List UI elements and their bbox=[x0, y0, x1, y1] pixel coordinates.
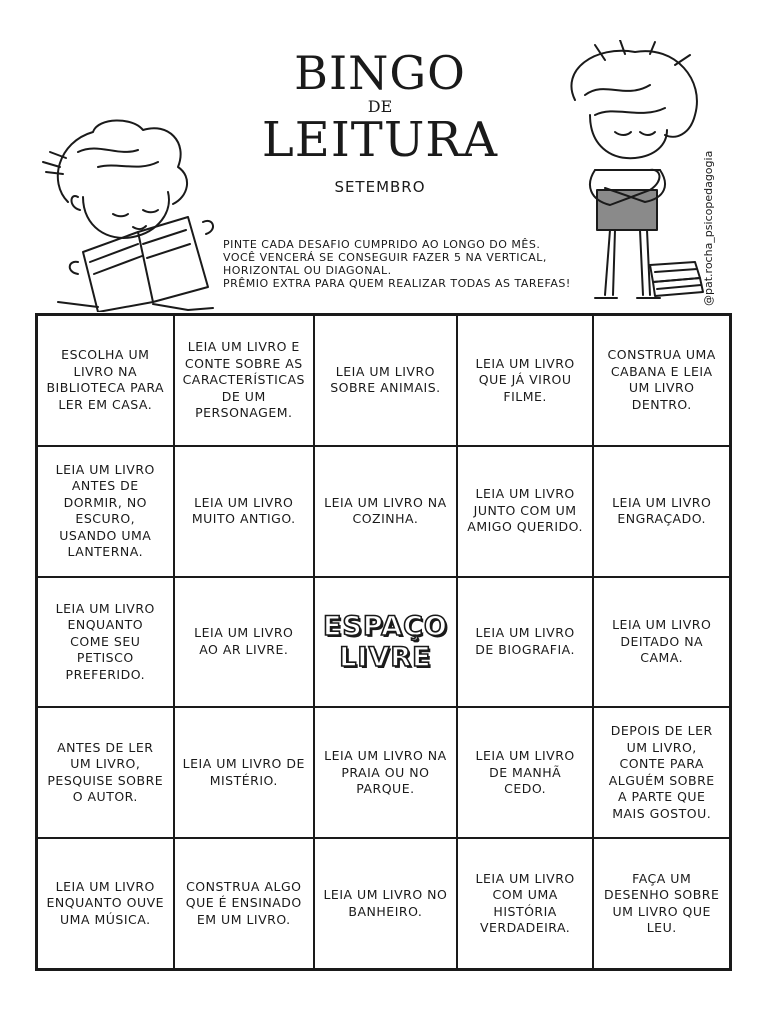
free-space-badge bbox=[323, 611, 448, 673]
bingo-cell[interactable]: LEIA UM LIVRO ENQUANTO COME SEU PETISCO PREFERIDO. bbox=[37, 577, 174, 708]
bingo-grid bbox=[35, 313, 732, 971]
bingo-cell[interactable]: LEIA UM LIVRO DE MANHÃ CEDO. bbox=[457, 707, 594, 838]
instruction-line: PRÊMIO EXTRA PARA QUEM REALIZAR TODAS AS TAREFAS! bbox=[223, 277, 571, 290]
title-leitura: LEITURA bbox=[261, 112, 499, 168]
bingo-cell[interactable]: LEIA UM LIVRO ANTES DE DORMIR, NO ESCURO, USANDO UMA LANTERNA. bbox=[37, 446, 174, 577]
bingo-cell[interactable]: DEPOIS DE LER UM LIVRO, CONTE PARA ALGUÉM SOBRE A PARTE QUE MAIS GOSTOU. bbox=[593, 707, 730, 838]
bingo-cell[interactable]: LEIA UM LIVRO ENGRAÇADO. bbox=[593, 446, 730, 577]
bingo-cell[interactable]: LEIA UM LIVRO MUITO ANTIGO. bbox=[174, 446, 314, 577]
bingo-cell[interactable]: ESCOLHA UM LIVRO NA BIBLIOTECA PARA LER EM CASA. bbox=[37, 315, 174, 446]
instruction-line: VOCÊ VENCERÁ SE CONSEGUIR FAZER 5 NA VERTICAL, bbox=[223, 251, 547, 264]
bingo-cell[interactable]: LEIA UM LIVRO DEITADO NA CAMA. bbox=[593, 577, 730, 708]
child-reading-illustration bbox=[38, 112, 223, 312]
credit-handle: @pat.rocha_psicopedagogia bbox=[702, 150, 715, 306]
bingo-cell[interactable]: LEIA UM LIVRO E CONTE SOBRE AS CARACTERÍSTICAS DE UM PERSONAGEM. bbox=[174, 315, 314, 446]
bingo-cell[interactable]: LEIA UM LIVRO DE BIOGRAFIA. bbox=[457, 577, 594, 708]
bingo-cell[interactable]: FAÇA UM DESENHO SOBRE UM LIVRO QUE LEU. bbox=[593, 838, 730, 969]
instructions bbox=[223, 238, 571, 290]
bingo-cell[interactable]: LEIA UM LIVRO QUE JÁ VIROU FILME. bbox=[457, 315, 594, 446]
free-space-cell[interactable] bbox=[314, 577, 457, 708]
title-de: DE bbox=[367, 97, 393, 116]
title-bingo: BINGO bbox=[294, 46, 466, 100]
bingo-cell[interactable]: CONSTRUA UMA CABANA E LEIA UM LIVRO DENTRO. bbox=[593, 315, 730, 446]
bingo-cell[interactable]: LEIA UM LIVRO NA COZINHA. bbox=[314, 446, 457, 577]
free-space-line1: ESPAÇO bbox=[322, 610, 448, 642]
bingo-cell[interactable]: LEIA UM LIVRO NA PRAIA OU NO PARQUE. bbox=[314, 707, 457, 838]
bingo-cell[interactable]: LEIA UM LIVRO COM UMA HISTÓRIA VERDADEIRA. bbox=[457, 838, 594, 969]
bingo-cell[interactable]: ANTES DE LER UM LIVRO, PESQUISE SOBRE O AUTOR. bbox=[37, 707, 174, 838]
bingo-cell[interactable]: LEIA UM LIVRO JUNTO COM UM AMIGO QUERIDO. bbox=[457, 446, 594, 577]
bingo-cell[interactable]: LEIA UM LIVRO AO AR LIVRE. bbox=[174, 577, 314, 708]
instruction-line: PINTE CADA DESAFIO CUMPRIDO AO LONGO DO MÊS. bbox=[223, 238, 541, 251]
bingo-cell[interactable]: LEIA UM LIVRO ENQUANTO OUVE UMA MÚSICA. bbox=[37, 838, 174, 969]
bingo-cell[interactable]: LEIA UM LIVRO NO BANHEIRO. bbox=[314, 838, 457, 969]
instruction-line: HORIZONTAL OU DIAGONAL. bbox=[223, 264, 392, 277]
bingo-cell[interactable]: LEIA UM LIVRO DE MISTÉRIO. bbox=[174, 707, 314, 838]
child-with-books-illustration bbox=[555, 40, 705, 310]
title-block bbox=[250, 46, 510, 196]
month-label: SETEMBRO bbox=[334, 178, 426, 196]
free-space-line2: LIVRE bbox=[339, 641, 432, 673]
bingo-cell[interactable]: LEIA UM LIVRO SOBRE ANIMAIS. bbox=[314, 315, 457, 446]
bingo-cell[interactable]: CONSTRUA ALGO QUE É ENSINADO EM UM LIVRO. bbox=[174, 838, 314, 969]
